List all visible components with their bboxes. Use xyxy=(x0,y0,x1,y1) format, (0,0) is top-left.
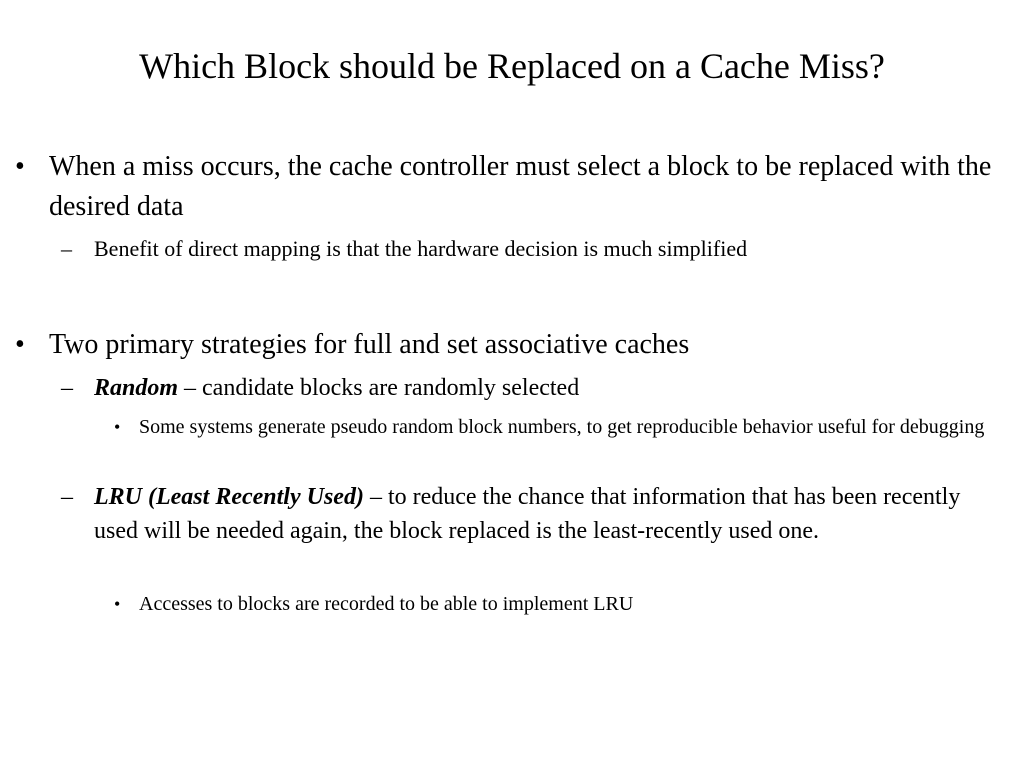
bullet-text: When a miss occurs, the cache controller must select a block to be replaced with the desired data xyxy=(49,151,992,222)
subbullet-direct-mapping xyxy=(61,232,1009,266)
subsubbullet-accesses xyxy=(114,589,1019,619)
subbullet-text: Benefit of direct mapping is that the hardware decision is much simplified xyxy=(94,236,748,261)
slide-title: Which Block should be Replaced on a Cache Miss? xyxy=(139,46,885,86)
dash-marker: – xyxy=(61,484,73,510)
bullet-marker: • xyxy=(15,151,25,182)
term-lru: LRU (Least Recently Used) xyxy=(94,484,364,510)
subbullet-lru xyxy=(61,480,1009,548)
bullet-text: Two primary strategies for full and set associative caches xyxy=(49,329,690,360)
subbullet-text: – to reduce the chance that information that has been recently used will be needed again, the block replaced is the least-recently used one. xyxy=(94,484,961,544)
bullet-marker: • xyxy=(114,594,121,614)
subsubbullet-text: Accesses to blocks are recorded to be able to implement LRU xyxy=(139,593,634,615)
dash-marker: – xyxy=(61,236,72,261)
dash-marker: – xyxy=(61,375,73,401)
subbullet-text: – candidate blocks are randomly selected xyxy=(178,375,580,401)
subsubbullet-pseudo-random xyxy=(114,412,1019,442)
subsubbullet-text: Some systems generate pseudo random block numbers, to get reproducible behavior useful for debugging xyxy=(139,416,985,438)
bullet-cache-miss xyxy=(15,147,999,227)
bullet-marker: • xyxy=(15,329,25,360)
bullet-strategies xyxy=(15,325,999,365)
bullet-marker: • xyxy=(114,417,121,437)
term-random: Random xyxy=(94,375,179,401)
subbullet-random xyxy=(61,371,1009,405)
